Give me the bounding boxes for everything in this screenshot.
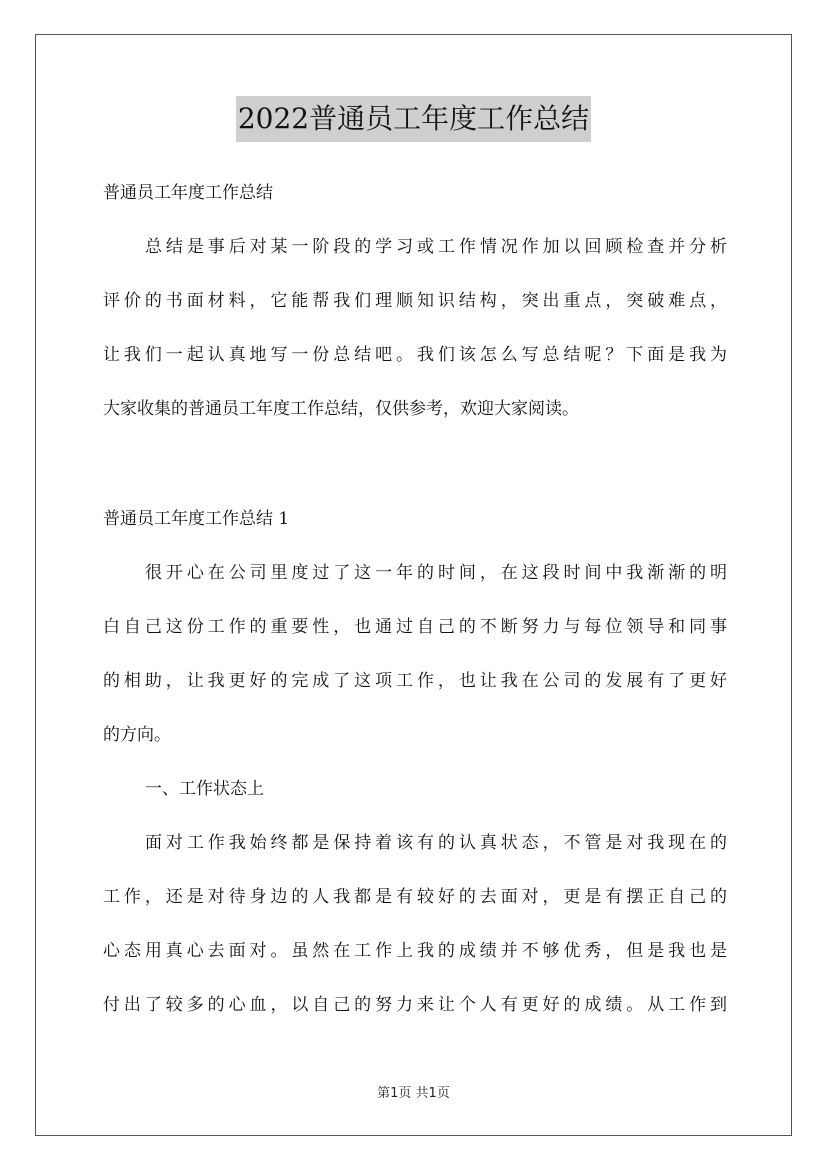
text-line: 大家收集的普通员工年度工作总结，仅供参考，欢迎大家阅读。 — [103, 399, 579, 419]
paragraph-gap — [103, 436, 727, 492]
text-line: 让我们一起认真地写一份总结吧。我们该怎么写总结呢？下面是我为 — [103, 345, 727, 365]
text-line: 普通员工年度工作总结 — [103, 183, 273, 203]
text-line: 工作，还是对待身边的人我都是有较好的去面对，更是有摆正自己的 — [103, 887, 727, 907]
document-title-text: 2022普通员工年度工作总结 — [236, 96, 591, 142]
document-body — [103, 166, 727, 1032]
text-line: 付出了较多的心血，以自己的努力来让个人有更好的成绩。从工作到 — [103, 995, 727, 1015]
text-line: 的相助，让我更好的完成了这项工作，也让我在公司的发展有了更好 — [103, 671, 727, 691]
document-title — [0, 96, 827, 142]
page-footer: 第1页 共1页 — [377, 1086, 450, 1101]
text-line: 面对工作我始终都是保持着该有的认真状态，不管是对我现在的 — [145, 833, 727, 853]
text-line: 很开心在公司里度过了这一年的时间，在这段时间中我渐渐的明 — [145, 563, 727, 583]
text-line: 白自己这份工作的重要性，也通过自己的不断努力与每位领导和同事 — [103, 617, 727, 637]
text-line: 的方向。 — [103, 725, 171, 745]
text-line: 心态用真心去面对。虽然在工作上我的成绩并不够优秀，但是我也是 — [103, 941, 727, 961]
text-line: 普通员工年度工作总结 1 — [103, 509, 290, 529]
text-line: 评价的书面材料，它能帮我们理顺知识结构，突出重点，突破难点， — [103, 291, 727, 311]
text-line: 总结是事后对某一阶段的学习或工作情况作加以回顾检查并分析 — [145, 237, 727, 257]
text-line: 一、工作状态上 — [145, 779, 264, 799]
